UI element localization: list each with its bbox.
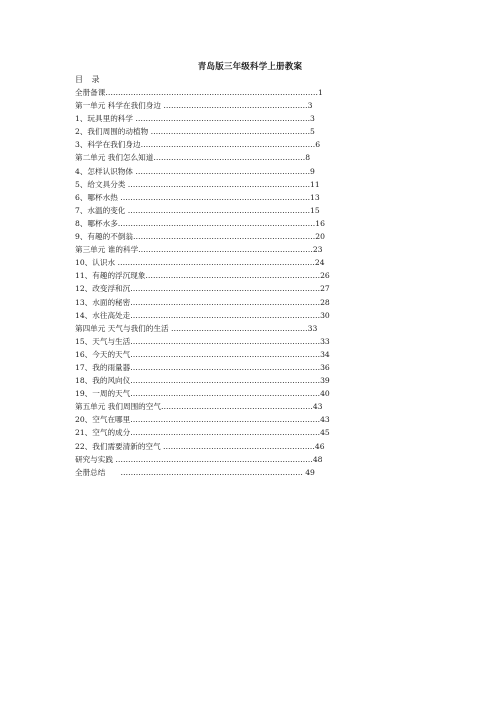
document-title: 青岛版三年级科学上册教案 — [197, 62, 303, 72]
toc-entry-lesson-13: 13、水面的秘密…………………………………………………………………28 — [75, 297, 330, 307]
toc-entry-lesson-9: 9、有趣的不倒翁………………………………………………………………20 — [75, 232, 325, 242]
toc-entry-lesson-21: 21、空气的成分…………………………………………………………………45 — [75, 428, 330, 438]
toc-entry-lesson-1: 1、玩具里的科学 ……………………………………………………………3 — [75, 114, 315, 124]
toc-entry-lesson-3: 3、科学在我们身边……………………………………………………………6 — [75, 140, 321, 150]
toc-entry-lesson-18: 18、我的风向仪…………………………………………………………………39 — [75, 376, 330, 386]
toc-entry-lesson-4: 4、怎样认识物体 ……………………………………………………………9 — [75, 166, 315, 176]
toc-entry-lesson-7: 7、水温的变化 ………………………………………………………………15 — [75, 205, 320, 215]
table-of-contents — [75, 86, 350, 479]
toc-entry-lesson-16: 16、今天的天气…………………………………………………………………34 — [75, 349, 330, 359]
toc-entry-unit-4: 第四单元 天气与我们的生活 ………………………………………………33 — [75, 323, 318, 333]
toc-entry-lesson-10: 10、认识水 ……………………………………………………………………24 — [75, 258, 325, 268]
toc-entry-overall-summary: 全册总结 ……………………………………………………………… 49 — [75, 467, 315, 477]
toc-heading: 目 录 — [75, 75, 103, 84]
toc-entry-lesson-22: 22、我们需要清新的空气 ……………………………………………………46 — [75, 441, 325, 451]
toc-entry-lesson-15: 15、天气与生活…………………………………………………………………33 — [75, 336, 330, 346]
toc-entry-lesson-19: 19、一周的天气…………………………………………………………………40 — [75, 389, 330, 399]
toc-entry-lesson-11: 11、有趣的浮沉现象……………………………………………………………26 — [75, 271, 330, 281]
toc-entry-lesson-12: 12、改变浮和沉…………………………………………………………………27 — [75, 284, 330, 294]
toc-entry-lesson-2: 2、我们周围的动植物 ………………………………………………………5 — [75, 127, 315, 137]
toc-entry-lesson-14: 14、水往高处走…………………………………………………………………30 — [75, 310, 330, 320]
toc-entry-lesson-8: 8、哪杯水多……………………………………………………………………16 — [75, 218, 325, 228]
toc-entry-overall-prep: 全册备课…………………………………………………………………………1 — [75, 88, 323, 97]
toc-entry-lesson-6: 6、哪杯水热 …………………………………………………………………13 — [75, 192, 320, 202]
toc-entry-unit-2: 第二单元 我们怎么知道……………………………………………………8 — [75, 153, 311, 163]
toc-entry-research-practice: 研究与实践 ……………………………………………………………………48 — [75, 454, 323, 464]
toc-entry-lesson-20: 20、空气在哪里…………………………………………………………………43 — [75, 415, 330, 425]
toc-entry-unit-3: 第三单元 谁的科学……………………………………………………………23 — [75, 245, 323, 255]
toc-entry-unit-5: 第五单元 我们周围的空气……………………………………………………43 — [75, 402, 323, 412]
toc-entry-lesson-17: 17、我的雨量器…………………………………………………………………36 — [75, 362, 330, 372]
toc-entry-lesson-5: 5、给文具分类 ………………………………………………………………11 — [75, 179, 320, 189]
toc-entry-unit-1: 第一单元 科学在我们身边 …………………………………………………3 — [75, 101, 313, 111]
